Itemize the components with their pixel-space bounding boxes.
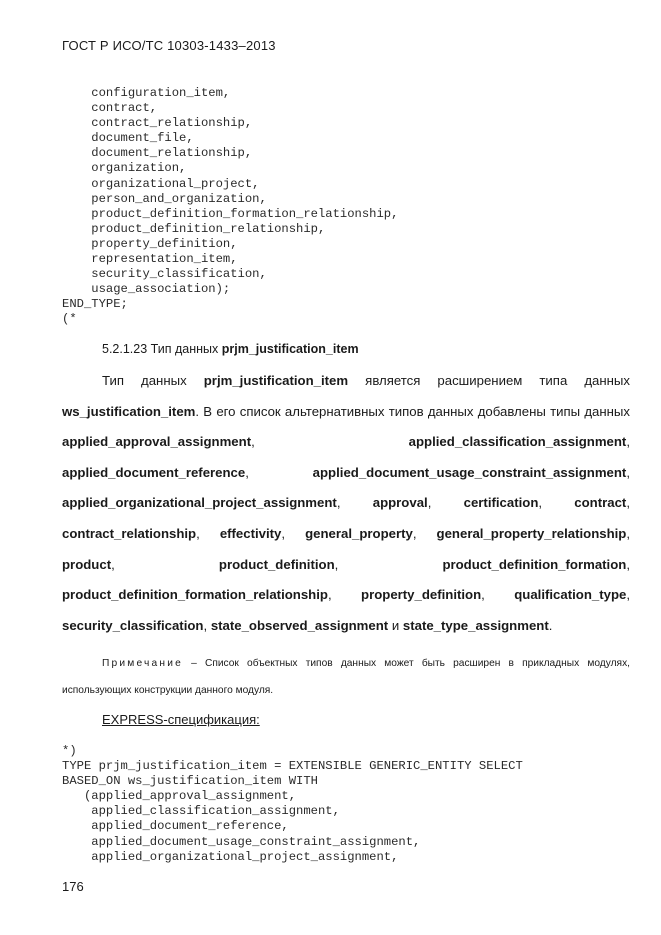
type-list-item: applied_classification_assignment xyxy=(408,434,627,450)
code2-line: (applied_approval_assignment, xyxy=(83,789,297,804)
code2-line: *) xyxy=(62,744,77,758)
type-list-item: general_property xyxy=(305,525,413,541)
type-name: prjm_justification_item xyxy=(203,373,349,388)
page-number: 176 xyxy=(62,879,84,894)
section-number-title: 5.2.1.23 Тип данных xyxy=(102,342,222,356)
code1-line: organization, xyxy=(91,161,187,176)
paragraph-text: и xyxy=(388,617,403,633)
code1-line: organizational_project, xyxy=(91,176,260,191)
type-list-item: applied_document_usage_constraint_assignment xyxy=(312,464,627,480)
express-spec-label: EXPRESS-спецификация: xyxy=(102,712,260,727)
paragraph-text: . В его список альтернативных типов данных добавлены типы данных xyxy=(195,403,630,419)
type-list-item: approval xyxy=(372,495,428,511)
paragraph-text: Тип данных xyxy=(102,373,204,388)
type-list-item: qualification_type xyxy=(514,587,627,603)
code1-line: property_definition, xyxy=(91,236,238,251)
description-paragraph xyxy=(62,366,630,641)
code2-line: BASED_ON ws_justification_item WITH xyxy=(62,774,318,789)
code1-line: representation_item, xyxy=(91,252,238,267)
type-list-item: applied_document_reference xyxy=(62,464,246,480)
type-list-item: applied_organizational_project_assignment xyxy=(62,495,337,511)
code2-line: applied_document_reference, xyxy=(91,819,289,834)
type-list-item: product xyxy=(62,556,112,572)
express-code-block-1 xyxy=(62,86,398,328)
note xyxy=(62,650,630,704)
type-list-item: property_definition xyxy=(361,587,482,603)
type-list-item: security_classification xyxy=(62,617,204,633)
paragraph-text: является расширением типа данных xyxy=(348,373,630,388)
type-list-item: applied_approval_assignment xyxy=(62,434,252,450)
document-header: ГОСТ Р ИСО/ТС 10303-1433–2013 xyxy=(62,38,276,53)
section-heading xyxy=(102,342,359,356)
code1-line: document_relationship, xyxy=(91,146,253,161)
code1-line: (* xyxy=(62,312,77,327)
type-list-item: contract xyxy=(574,495,627,511)
code2-line: applied_classification_assignment, xyxy=(91,804,340,819)
type-list-item: product_definition_formation xyxy=(442,556,627,572)
code2-line: applied_organizational_project_assignment, xyxy=(62,849,399,864)
type-list-item: effectivity xyxy=(219,525,282,541)
code1-line: configuration_item, xyxy=(91,86,231,100)
code1-line: document_file, xyxy=(91,131,194,146)
section-type-name: prjm_justification_item xyxy=(221,342,359,356)
paragraph-text: . xyxy=(548,617,553,633)
type-name: state_type_assignment xyxy=(402,617,549,633)
code1-line: contract_relationship, xyxy=(91,116,253,131)
code1-line: product_definition_relationship, xyxy=(91,221,326,236)
code1-line: contract, xyxy=(91,101,158,116)
type-list-item: product_definition xyxy=(218,556,335,572)
type-list-item: certification xyxy=(463,495,539,511)
code2-line: applied_document_usage_constraint_assignment, xyxy=(91,834,421,849)
type-list-item: contract_relationship xyxy=(62,525,197,541)
type-name: ws_justification_item xyxy=(62,403,196,419)
type-list-item: state_observed_assignment xyxy=(210,617,389,633)
note-label: Примечание xyxy=(102,658,183,669)
express-code-block-2 xyxy=(62,744,523,865)
type-list-item: general_property_relationship xyxy=(436,525,627,541)
note-text: – Список объектных типов данных может быть расширен в прикладных модулях, использующих конструкции данного модуля. xyxy=(62,658,630,696)
code1-line: usage_association); xyxy=(91,282,231,297)
code2-line: TYPE prjm_justification_item = EXTENSIBLE GENERIC_ENTITY SELECT xyxy=(62,759,523,774)
code1-line: product_definition_formation_relationship, xyxy=(91,206,399,221)
type-list: applied_approval_assignment, applied_classification_assignment, applied_document_reference, applied_document_usage_constraint_assignment, applied_organizational_project_assignment, approval, certification, contract, contract_relationship, effectivity, general_property, general_property_relationship, product, product_definition, product_definition_formation, product_definition_formation_relationship, property_definition, qualification_type, security_classification, state_observed_assignment xyxy=(62,434,631,633)
code1-line: END_TYPE; xyxy=(62,297,128,312)
type-list-item: product_definition_formation_relationship xyxy=(62,587,328,603)
code1-line: person_and_organization, xyxy=(91,191,267,206)
code1-line: security_classification, xyxy=(91,267,267,282)
